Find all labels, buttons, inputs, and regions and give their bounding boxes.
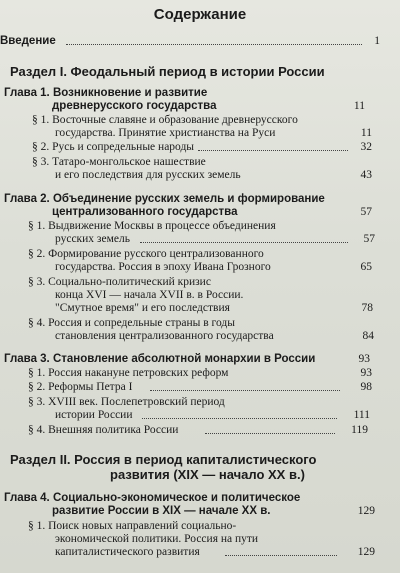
toc-item-cont[interactable]: экономической политики. Россия на пути <box>55 533 259 545</box>
toc-item-page: 129 <box>357 546 375 558</box>
chapter-4-title-cont[interactable]: развитие России в XIX — начале XX в. <box>52 505 271 517</box>
toc-item-page: 78 <box>361 302 373 314</box>
chapter-3-title[interactable]: Глава 3. Становление абсолютной монархии в России <box>4 353 316 365</box>
toc-item-cont[interactable]: русских земель <box>55 233 130 245</box>
toc-item-page: 11 <box>360 127 372 139</box>
chapter-2-title-cont[interactable]: централизованного государства <box>52 206 238 218</box>
toc-item-page: 111 <box>353 409 370 421</box>
chapter-4-page: 129 <box>357 505 375 517</box>
toc-item[interactable]: § 3. XVIII век. Послепетровский период <box>28 396 225 408</box>
toc-item[interactable]: § 2. Русь и сопредельные народы <box>32 141 195 153</box>
toc-item-cont[interactable]: и его последствия для русских земель <box>55 169 241 181</box>
section-2-title-cont: развития (XIX — начало XX в.) <box>110 467 305 482</box>
chapter-2-title[interactable]: Глава 2. Объединение русских земель и формирование <box>4 193 325 205</box>
toc-item-page: 98 <box>360 381 372 393</box>
leader <box>140 242 348 243</box>
leader <box>205 433 335 434</box>
section-1-title: Раздел I. Феодальный период в истории России <box>10 64 325 79</box>
chapter-3-page: 93 <box>358 353 370 365</box>
chapter-1-title-cont[interactable]: древнерусского государства <box>52 100 217 112</box>
toc-title: Содержание <box>153 6 247 23</box>
toc-item-page: 32 <box>360 141 372 153</box>
toc-item-page: 65 <box>360 261 372 273</box>
toc-item[interactable]: § 2. Реформы Петра I <box>28 381 133 393</box>
toc-item-page: 57 <box>363 233 375 245</box>
toc-item[interactable]: § 2. Формирование русского централизованного <box>28 248 264 260</box>
toc-item-page: 93 <box>360 367 372 379</box>
leader <box>225 555 337 556</box>
toc-item-cont[interactable]: государства. Россия в эпоху Ивана Грозного <box>55 261 271 273</box>
intro-page: 1 <box>374 35 380 47</box>
leader <box>66 44 362 45</box>
toc-item-cont[interactable]: истории России <box>55 409 133 421</box>
toc-item-cont[interactable]: становления централизованного государства <box>55 330 274 342</box>
toc-item-cont[interactable]: государства. Принятие христианства на Руси <box>55 127 276 139</box>
toc-item[interactable]: § 3. Татаро-монгольское нашествие <box>32 156 206 168</box>
leader <box>198 150 348 151</box>
chapter-1-title[interactable]: Глава 1. Возникновение и развитие <box>4 87 208 99</box>
toc-item-cont[interactable]: капиталистического развития <box>55 546 200 558</box>
intro-label[interactable]: Введение <box>0 35 56 47</box>
toc-item-page: 119 <box>351 424 368 436</box>
toc-item[interactable]: § 1. Поиск новых направлений социально- <box>28 520 237 532</box>
toc-item-page: 84 <box>362 330 374 342</box>
toc-item-cont[interactable]: "Смутное время" и его последствия <box>55 302 230 314</box>
leader <box>150 390 340 391</box>
toc-item[interactable]: § 1. Восточные славяне и образование древнерусского <box>32 114 298 126</box>
toc-item-page: 43 <box>360 169 372 181</box>
chapter-2-page: 57 <box>360 206 372 218</box>
toc-item[interactable]: § 4. Россия и сопредельные страны в годы <box>28 317 235 329</box>
chapter-4-title[interactable]: Глава 4. Социально-экономическое и политическое <box>4 492 301 504</box>
chapter-1-page: 11 <box>353 100 365 112</box>
leader <box>142 418 337 419</box>
toc-item[interactable]: § 3. Социально-политический кризис <box>28 276 211 288</box>
toc-item-cont[interactable]: конца XVI — начала XVII в. в России. <box>55 289 244 301</box>
section-2-title: Раздел II. Россия в период капиталистического <box>10 452 317 467</box>
toc-item[interactable]: § 1. Выдвижение Москвы в процессе объединения <box>28 220 276 232</box>
toc-item[interactable]: § 4. Внешняя политика России <box>28 424 179 436</box>
toc-item[interactable]: § 1. Россия накануне петровских реформ <box>28 367 229 379</box>
